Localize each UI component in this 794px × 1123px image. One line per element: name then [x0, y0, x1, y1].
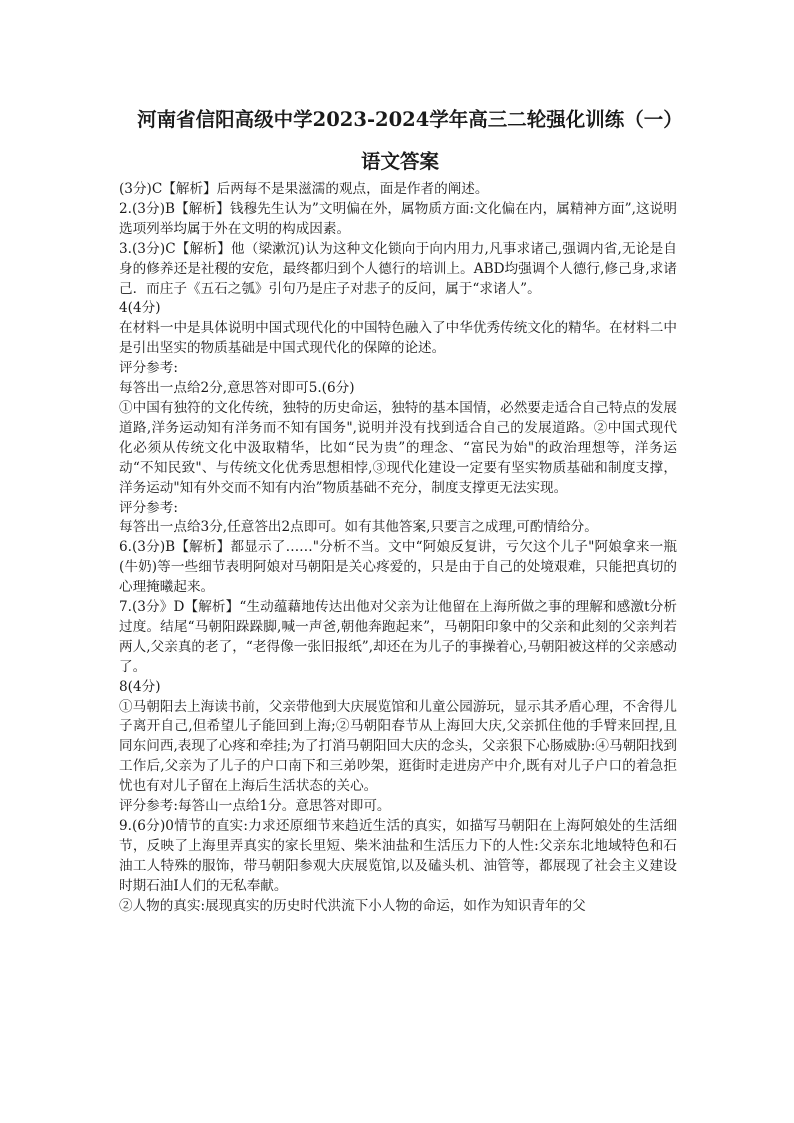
document-title: 河南省信阳高级中学2023-2024学年高三二轮强化训练（一）: [137, 108, 683, 131]
paragraph: 在材料一中是具体说明中国式现代化的中国特色融入了中华优秀传统文化的精华。在材料二中是引出坚实的物质基础是中国式现代化的保障的论述。: [119, 320, 677, 357]
paragraph: ①马朝阳去上海读书前，父亲带他到大庆展览馆和儿童公园游玩，显示其矛盾心理，不舍得儿子离开自己,但希望儿子能回到上海;②马朝阳春节从上海回大庆,父亲抓住他的手臂来回捏,且同东问西,表现了心疼和牵挂;为了打消马朝阳回大庆的念头，父亲狠下心肠威胁:④马朝阳找到工作后,父亲为了儿子的户口南下和三弟吵架，逛街时走进房产中介,既有对儿子户口的着急拒忧也有对儿子留在上海后生活状态的关心。: [119, 698, 677, 795]
paragraph: 8(4分): [119, 678, 161, 695]
paragraph: 2.(3分)B【解析】钱穆先生认为”文明偏在外，属物质方面:文化偏在内，属精神方面”,这说明选项列举均属于外在文明的构成因素。: [119, 200, 677, 237]
paragraph: ①中国有独符的文化传统，独特的历史命运，独特的基本国情，必然要走适合自己特点的发展道路,洋务运动知有洋务而不知有国务",说明并没有找到适合自己的发展道路。②中国式现代化必须从传统文化中汲取精华，比如“民为贵”的理念、“富民为始"的政治理想等，洋务运动“不知民致"、与传统文化优秀思想相悖,③现代化建设一定要有坚实物质基础和制度支撑，洋务运动"知有外交而不知有内治”物质基础不充分，制度支撑更无法实现。: [119, 399, 677, 496]
paragraph: 6.(3分)B【解析】都显示了……"分析不当。文中“阿娘反复讲，亏欠这个儿子"阿娘拿来一瓶(牛奶)等一些细节表明阿娘对马朝阳是关心疼爱的，只是由于自己的处境艰难，只能把真切的心理掩曦起来。: [119, 539, 677, 596]
document-subtitle: 语文答案: [360, 150, 439, 173]
paragraph: 评分参考:每答山一点给1分。意思答对即可。: [119, 798, 391, 815]
paragraph: 每答出一点给2分,意思答对即可5.(6分): [119, 380, 355, 397]
paragraph: (3分)C【解析】后两每不是果滋濡的观点，面是作者的阐述。: [119, 181, 489, 197]
paragraph: 评分参考:: [119, 360, 178, 377]
answer-body: [119, 180, 677, 917]
paragraph: 评分参考:: [119, 499, 178, 516]
paragraph: 7.(3分》D【解析】“生动蕴藉地传达出他对父亲为让他留在上海所做之事的理解和感激t分析过度。结尾“马朝阳跺跺脚,喊一声爸,朝他奔跑起来”，马朝阳印象中的父亲和此刻的父亲判若两人,父亲真的老了，“老得像一张旧报纸”,却还在为儿子的事操着心,马朝阳被这样的父亲感动了。: [119, 599, 677, 675]
paragraph: 3.(3分)C【解析】他（梁漱沉)认为这种文化锁向于向内用力,凡事求诸己,强调内省,无论是自身的修养还是社稷的安危，最终都归到个人德行的培训上。ABD均强调个人德行,修己身,求诸己．而庄子《五石之瓠》引句乃是庄子对悲子的反问，属于“求诸人”。: [119, 240, 677, 297]
paragraph: 4(4分): [119, 300, 161, 317]
paragraph: 9.(6分)0情节的直实:力求还原细节来趋近生活的真实，如描写马朝阳在上海阿娘处的生活细节，反映了上海里弄真实的家长里短、柴米油盐和生活压力下的人性:父亲东北地域特色和石油工人特殊的服饰，带马朝阳参观大庆展览馆,以及磕头机、油管等，都展现了社会主义建设时期石油I人们的无私奉献。: [119, 818, 677, 894]
paragraph: 每答出一点给3分,任意答出2点即可。如有其他答案,只要言之成理,可酌情给分。: [119, 519, 598, 536]
paragraph: ②人物的真实:展现真实的历史时代洪流下小人物的命运，如作为知识青年的父: [119, 897, 586, 914]
